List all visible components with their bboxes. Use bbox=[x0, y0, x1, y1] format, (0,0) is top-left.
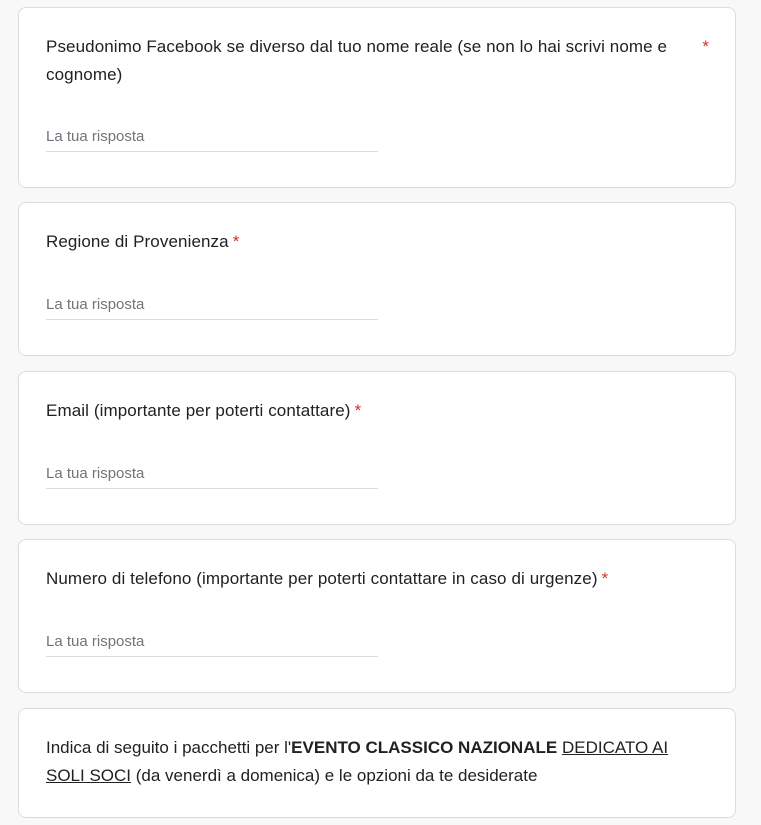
question-title bbox=[46, 565, 686, 593]
answer-input-email[interactable] bbox=[46, 458, 378, 489]
question-card-regione bbox=[18, 202, 736, 356]
question-title-text: Regione di Provenienza bbox=[46, 232, 229, 251]
answer-input-regione[interactable] bbox=[46, 289, 378, 320]
required-asterisk: * bbox=[601, 569, 609, 588]
required-asterisk: * bbox=[702, 37, 709, 56]
question-title-text: Numero di telefono (importante per poterti contattare in caso di urgenze) bbox=[46, 569, 598, 588]
question-card-email bbox=[18, 371, 736, 525]
answer-input-telefono[interactable] bbox=[46, 626, 378, 657]
description-underline: DEDICATO AI SOLI SOCI bbox=[46, 738, 669, 785]
answer-input-facebook[interactable] bbox=[46, 121, 378, 152]
section-description-card bbox=[18, 708, 736, 818]
required-asterisk: * bbox=[232, 232, 240, 251]
question-card-telefono bbox=[18, 539, 736, 693]
required-asterisk: * bbox=[354, 401, 362, 420]
question-title: Pseudonimo Facebook se diverso dal tuo nome reale (se non lo hai scrivi nome e cognome) bbox=[46, 37, 668, 84]
description-text-end: (da venerdì a domenica) e le opzioni da te desiderate bbox=[131, 766, 538, 785]
section-description bbox=[46, 734, 706, 790]
question-card-facebook bbox=[18, 7, 736, 188]
question-title bbox=[46, 397, 686, 425]
description-bold: EVENTO CLASSICO NAZIONALE bbox=[291, 738, 558, 757]
description-text-start: Indica di seguito i pacchetti per l' bbox=[46, 738, 292, 757]
question-title-text: Email (importante per poterti contattare) bbox=[46, 401, 351, 420]
question-title bbox=[46, 228, 686, 256]
